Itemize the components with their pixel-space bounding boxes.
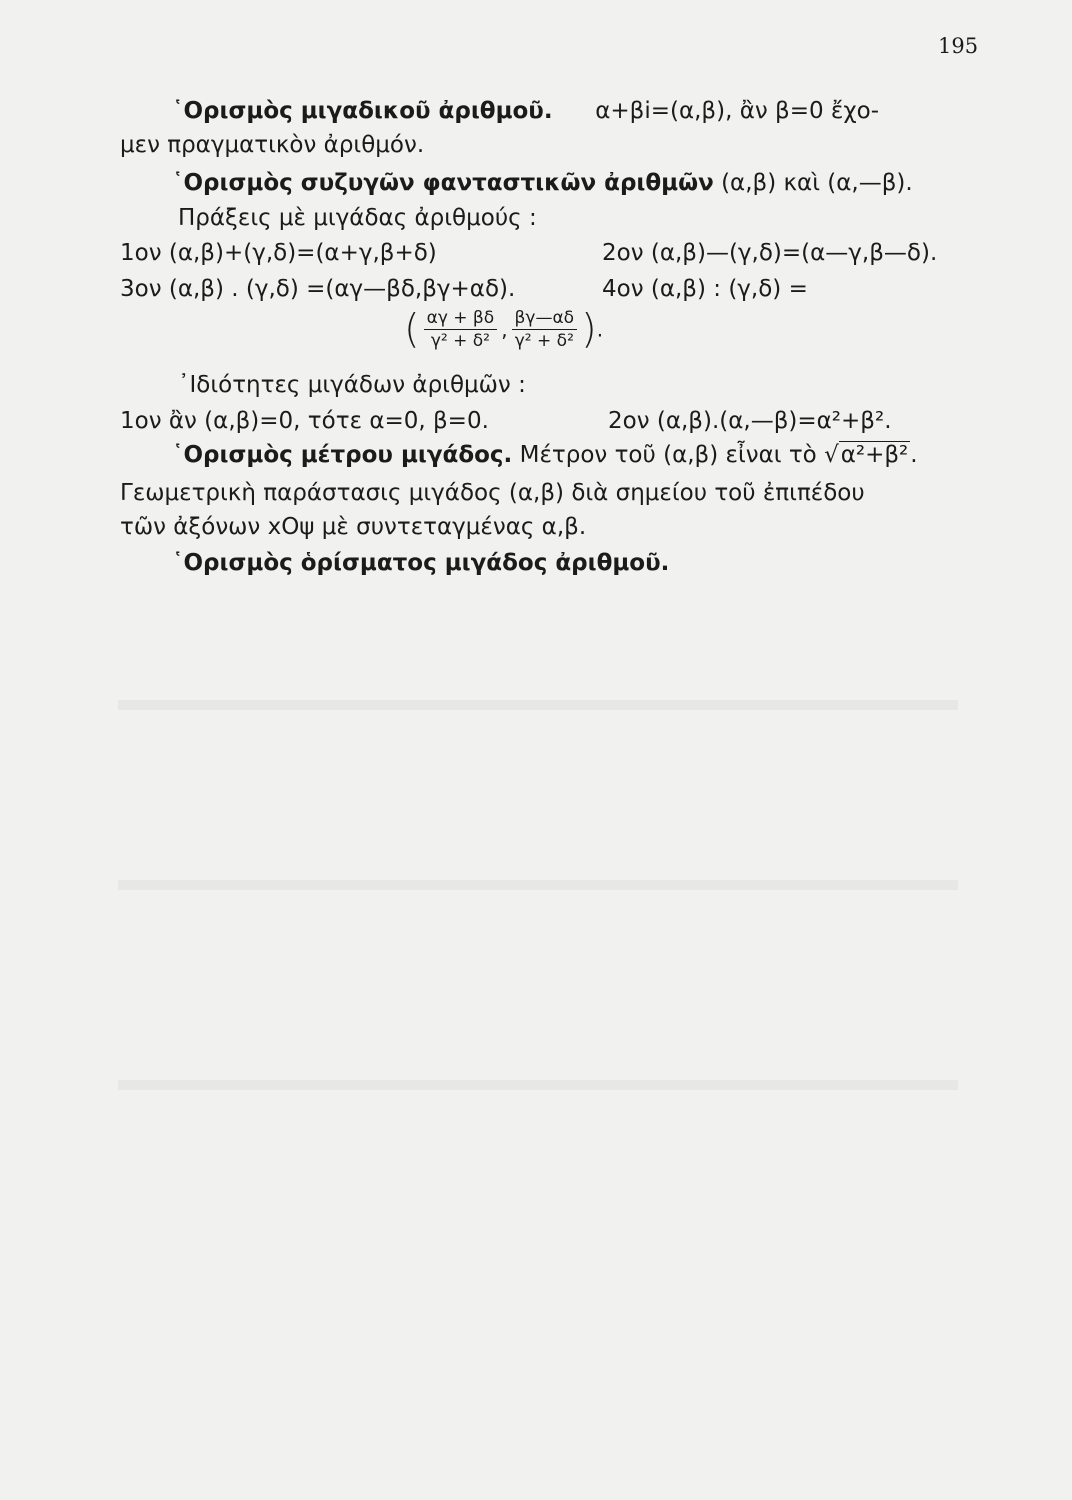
fraction-denominator: γ² + δ² <box>514 331 574 351</box>
definition-heading: ῾Ορισμὸς μέτρου μιγάδος. <box>172 442 513 468</box>
operation-1: 1ον (α,β)+(γ,δ)=(α+γ,β+δ) <box>120 240 437 266</box>
operation-2: 2ον (α,β)—(γ,δ)=(α—γ,β—δ). <box>602 240 938 266</box>
show-through-band <box>118 1080 958 1090</box>
square-root: √α²+β² <box>824 442 909 468</box>
radicand: α²+β² <box>840 442 909 468</box>
operation-4: 4ον (α,β) : (γ,δ) = <box>602 276 808 302</box>
definition-text: (α,β) καὶ (α,—β). <box>721 170 913 196</box>
definition-argument: ῾Ορισμὸς ὁρίσματος μιγάδος ἀριθμοῦ. <box>172 550 670 576</box>
definition-conjugate <box>172 168 913 198</box>
operation-3: 3ον (α,β) . (γ,δ) =(αγ—βδ,βγ+αδ). <box>120 276 516 302</box>
definition-complex-number <box>172 96 879 126</box>
left-paren: ( <box>404 306 420 353</box>
definition-text: Μέτρον τοῦ (α,β) εἶναι τὸ <box>519 442 817 468</box>
text-line: τῶν ἀξόνων xOψ μὲ συντεταγμένας α,β. <box>120 514 587 540</box>
fraction-imag <box>512 308 578 351</box>
division-result: ( $\frac{\alpha\gamma + \beta\delta}{\text{γ² + δ²}}$ , $\frac{\beta\gamma—\alpha\delta}{\text{γ² + δ²}}$ ). <box>404 306 604 353</box>
definition-heading: ῾Ορισμὸς μιγαδικοῦ ἀριθμοῦ. <box>172 98 553 124</box>
definition-text: α+βi=(α,β), ἂν β=0 ἔχο- <box>595 98 879 124</box>
fraction-numerator: αγ + βδ <box>424 308 498 330</box>
page-number: 195 <box>938 34 979 58</box>
fraction-denominator: γ² + δ² <box>430 331 490 351</box>
show-through-band <box>118 700 958 710</box>
properties-heading: ᾽Ιδιότητες μιγάδων ἀριθμῶν : <box>178 372 526 398</box>
operations-heading: Πράξεις μὲ μιγάδας ἀριθμούς : <box>178 205 537 231</box>
property-2: 2ον (α,β).(α,—β)=α²+β². <box>608 408 892 434</box>
fraction-numerator: βγ—αδ <box>512 308 578 330</box>
definition-modulus: ῾Ορισμὸς μέτρου μιγάδος. Μέτρον τοῦ (α,β) εἶναι τὸ √α²+β². <box>172 442 918 468</box>
definition-heading: ῾Ορισμὸς συζυγῶν φανταστικῶν ἀριθμῶν <box>172 170 714 196</box>
property-1: 1ον ἂν (α,β)=0, τότε α=0, β=0. <box>120 408 489 434</box>
text-line: μεν πραγματικὸν ἀριθμόν. <box>120 132 425 158</box>
right-paren: ) <box>581 306 597 353</box>
show-through-band <box>118 880 958 890</box>
text-line: Γεωμετρικὴ παράστασις μιγάδος (α,β) διὰ σημείου τοῦ ἐπιπέδου <box>120 480 865 506</box>
fraction-real <box>424 308 498 351</box>
